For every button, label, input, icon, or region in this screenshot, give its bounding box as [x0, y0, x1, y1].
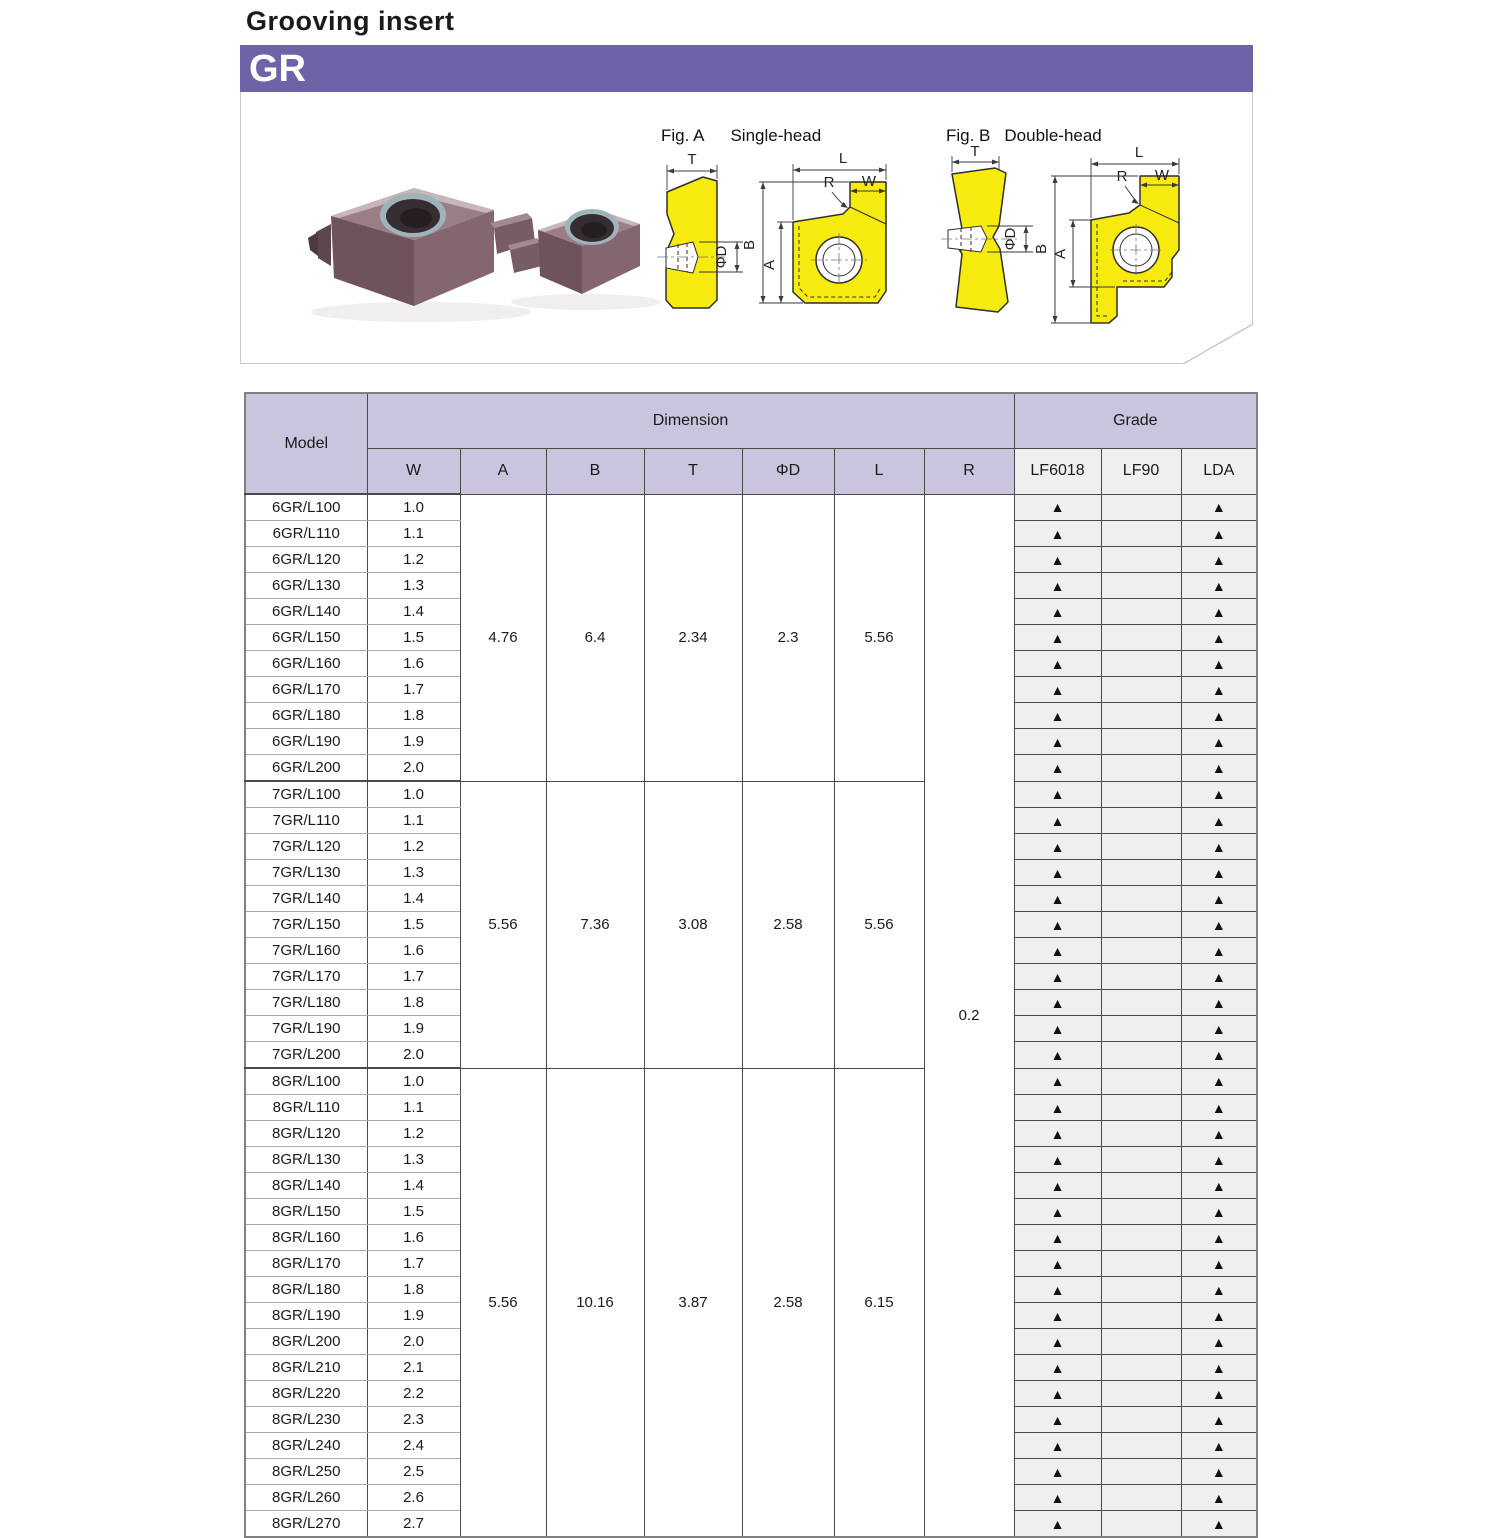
fig-b-dim-w: W [1154, 167, 1170, 184]
phid-dim-cell: 2.58 [742, 781, 834, 1068]
grade-mark-lf6018: ▲ [1014, 651, 1101, 677]
header-grade-lf6018: LF6018 [1014, 449, 1101, 495]
grade-mark-lda: ▲ [1181, 494, 1257, 521]
fig-a-side-view [657, 151, 743, 308]
w-value-cell: 2.0 [367, 1329, 460, 1355]
w-value-cell: 1.0 [367, 494, 460, 521]
grade-mark-lda: ▲ [1181, 1068, 1257, 1095]
w-value-cell: 1.3 [367, 1147, 460, 1173]
series-banner [240, 45, 1253, 92]
grade-mark-lf6018: ▲ [1014, 1173, 1101, 1199]
grade-mark-lf90 [1101, 1459, 1181, 1485]
grade-mark-lf90 [1101, 625, 1181, 651]
w-value-cell: 1.9 [367, 1016, 460, 1042]
grade-mark-lf90 [1101, 886, 1181, 912]
spec-table [244, 392, 1258, 1538]
grade-mark-lf6018: ▲ [1014, 599, 1101, 625]
grade-mark-lf6018: ▲ [1014, 729, 1101, 755]
model-cell: 6GR/L170 [245, 677, 367, 703]
grade-mark-lf6018: ▲ [1014, 1459, 1101, 1485]
header-dimension: Dimension [367, 393, 1014, 449]
grade-mark-lf6018: ▲ [1014, 1121, 1101, 1147]
model-cell: 8GR/L160 [245, 1225, 367, 1251]
grade-mark-lda: ▲ [1181, 573, 1257, 599]
fig-a-dim-b: B [741, 239, 758, 251]
grade-mark-lf90 [1101, 1068, 1181, 1095]
fig-b-front-view [1033, 144, 1179, 323]
grade-mark-lda: ▲ [1181, 677, 1257, 703]
grade-mark-lf6018: ▲ [1014, 912, 1101, 938]
model-cell: 8GR/L250 [245, 1459, 367, 1485]
grade-mark-lda: ▲ [1181, 1251, 1257, 1277]
fig-b-label: Fig. B [946, 126, 991, 145]
grade-mark-lf6018: ▲ [1014, 1095, 1101, 1121]
grade-mark-lf6018: ▲ [1014, 990, 1101, 1016]
grade-mark-lda: ▲ [1181, 1173, 1257, 1199]
model-cell: 8GR/L140 [245, 1173, 367, 1199]
grade-mark-lf90 [1101, 1511, 1181, 1538]
grade-mark-lda: ▲ [1181, 1095, 1257, 1121]
grade-mark-lf6018: ▲ [1014, 1225, 1101, 1251]
w-value-cell: 1.1 [367, 521, 460, 547]
table-row [245, 1068, 1257, 1095]
grade-mark-lf90 [1101, 834, 1181, 860]
header-dim-t: T [644, 449, 742, 495]
grade-mark-lf90 [1101, 808, 1181, 834]
grade-mark-lf6018: ▲ [1014, 1251, 1101, 1277]
grade-mark-lda: ▲ [1181, 1407, 1257, 1433]
w-value-cell: 1.2 [367, 547, 460, 573]
w-value-cell: 2.0 [367, 1042, 460, 1069]
grade-mark-lf90 [1101, 677, 1181, 703]
grade-mark-lda: ▲ [1181, 547, 1257, 573]
w-value-cell: 1.4 [367, 886, 460, 912]
grade-mark-lf90 [1101, 938, 1181, 964]
fig-a-dim-t: T [687, 151, 697, 168]
grade-mark-lf90 [1101, 521, 1181, 547]
model-cell: 7GR/L180 [245, 990, 367, 1016]
w-value-cell: 2.6 [367, 1485, 460, 1511]
a-dim-cell: 5.56 [460, 1068, 546, 1537]
grade-mark-lf90 [1101, 1251, 1181, 1277]
grade-mark-lf90 [1101, 781, 1181, 808]
model-cell: 8GR/L150 [245, 1199, 367, 1225]
w-value-cell: 1.8 [367, 1277, 460, 1303]
grade-mark-lda: ▲ [1181, 1199, 1257, 1225]
table-row [245, 494, 1257, 521]
t-dim-cell: 3.08 [644, 781, 742, 1068]
grade-mark-lda: ▲ [1181, 1329, 1257, 1355]
grade-mark-lf6018: ▲ [1014, 1329, 1101, 1355]
model-cell: 7GR/L100 [245, 781, 367, 808]
fig-b-name: Double-head [1004, 126, 1102, 145]
grade-mark-lf90 [1101, 860, 1181, 886]
grade-mark-lf90 [1101, 1042, 1181, 1069]
grade-mark-lda: ▲ [1181, 1277, 1257, 1303]
model-cell: 8GR/L270 [245, 1511, 367, 1538]
r-dim-cell: 0.2 [924, 494, 1014, 1537]
grade-mark-lda: ▲ [1181, 781, 1257, 808]
grade-mark-lf90 [1101, 964, 1181, 990]
grade-mark-lf6018: ▲ [1014, 1381, 1101, 1407]
model-cell: 8GR/L220 [245, 1381, 367, 1407]
corner-bevel [1183, 324, 1253, 364]
w-value-cell: 1.9 [367, 1303, 460, 1329]
model-cell: 7GR/L200 [245, 1042, 367, 1069]
fig-b-dim-t: T [970, 143, 980, 160]
grade-mark-lf6018: ▲ [1014, 1277, 1101, 1303]
grade-mark-lda: ▲ [1181, 834, 1257, 860]
grade-mark-lf6018: ▲ [1014, 703, 1101, 729]
grade-mark-lda: ▲ [1181, 1016, 1257, 1042]
grade-mark-lf6018: ▲ [1014, 521, 1101, 547]
model-cell: 8GR/L100 [245, 1068, 367, 1095]
grade-mark-lf90 [1101, 547, 1181, 573]
fig-b-dim-r: R [1116, 168, 1128, 185]
grade-mark-lda: ▲ [1181, 1433, 1257, 1459]
grade-mark-lf6018: ▲ [1014, 1407, 1101, 1433]
w-value-cell: 2.7 [367, 1511, 460, 1538]
illustration-panel [240, 92, 1253, 364]
grade-mark-lf6018: ▲ [1014, 547, 1101, 573]
t-dim-cell: 3.87 [644, 1068, 742, 1537]
header-dim-r: R [924, 449, 1014, 495]
fig-b-drawing [939, 144, 1199, 344]
grade-mark-lda: ▲ [1181, 1459, 1257, 1485]
grade-mark-lda: ▲ [1181, 912, 1257, 938]
grade-mark-lf90 [1101, 1173, 1181, 1199]
model-cell: 7GR/L110 [245, 808, 367, 834]
fig-b-caption [946, 126, 1102, 146]
grade-mark-lda: ▲ [1181, 625, 1257, 651]
grade-mark-lf90 [1101, 1095, 1181, 1121]
fig-a-dim-d: ΦD [713, 245, 730, 269]
grade-mark-lf90 [1101, 1199, 1181, 1225]
grade-mark-lf6018: ▲ [1014, 781, 1101, 808]
grade-mark-lf6018: ▲ [1014, 834, 1101, 860]
w-value-cell: 1.7 [367, 677, 460, 703]
fig-a-front-view [741, 150, 886, 303]
model-cell: 8GR/L230 [245, 1407, 367, 1433]
fig-a-name: Single-head [730, 126, 822, 145]
w-value-cell: 1.6 [367, 651, 460, 677]
header-grade: Grade [1014, 393, 1257, 449]
grade-mark-lda: ▲ [1181, 599, 1257, 625]
model-cell: 6GR/L200 [245, 755, 367, 782]
fig-a-dim-l: L [838, 150, 848, 167]
model-cell: 8GR/L260 [245, 1485, 367, 1511]
fig-a-dim-w: W [861, 173, 877, 190]
grade-mark-lda: ▲ [1181, 521, 1257, 547]
grade-mark-lf90 [1101, 1485, 1181, 1511]
grade-mark-lf90 [1101, 1277, 1181, 1303]
page-title: Grooving insert [246, 6, 455, 36]
model-cell: 7GR/L140 [245, 886, 367, 912]
b-dim-cell: 7.36 [546, 781, 644, 1068]
grade-mark-lda: ▲ [1181, 1225, 1257, 1251]
model-cell: 8GR/L130 [245, 1147, 367, 1173]
model-cell: 7GR/L170 [245, 964, 367, 990]
grade-mark-lf6018: ▲ [1014, 1511, 1101, 1538]
header-grade-lda: LDA [1181, 449, 1257, 495]
grade-mark-lf90 [1101, 729, 1181, 755]
grade-mark-lf90 [1101, 703, 1181, 729]
header-dim-d: ΦD [742, 449, 834, 495]
grade-mark-lda: ▲ [1181, 1303, 1257, 1329]
fig-b-dim-d: ΦD [1002, 227, 1019, 251]
grade-mark-lf90 [1101, 1147, 1181, 1173]
model-cell: 6GR/L150 [245, 625, 367, 651]
header-dim-a: A [460, 449, 546, 495]
grade-mark-lf6018: ▲ [1014, 677, 1101, 703]
fig-b-dim-l: L [1134, 144, 1144, 161]
model-cell: 8GR/L170 [245, 1251, 367, 1277]
grade-mark-lda: ▲ [1181, 860, 1257, 886]
w-value-cell: 1.1 [367, 1095, 460, 1121]
b-dim-cell: 10.16 [546, 1068, 644, 1537]
grade-mark-lda: ▲ [1181, 990, 1257, 1016]
grade-mark-lda: ▲ [1181, 808, 1257, 834]
grade-mark-lda: ▲ [1181, 964, 1257, 990]
grade-mark-lf90 [1101, 573, 1181, 599]
model-cell: 8GR/L120 [245, 1121, 367, 1147]
fig-a-caption [661, 126, 821, 146]
grade-mark-lf90 [1101, 1303, 1181, 1329]
model-cell: 6GR/L130 [245, 573, 367, 599]
w-value-cell: 2.2 [367, 1381, 460, 1407]
grade-mark-lf90 [1101, 1355, 1181, 1381]
w-value-cell: 1.8 [367, 703, 460, 729]
phid-dim-cell: 2.58 [742, 1068, 834, 1537]
grade-mark-lf6018: ▲ [1014, 1303, 1101, 1329]
table-row [245, 781, 1257, 808]
w-value-cell: 1.0 [367, 781, 460, 808]
w-value-cell: 1.2 [367, 1121, 460, 1147]
w-value-cell: 2.4 [367, 1433, 460, 1459]
model-cell: 6GR/L180 [245, 703, 367, 729]
grade-mark-lf6018: ▲ [1014, 1147, 1101, 1173]
w-value-cell: 1.5 [367, 1199, 460, 1225]
model-cell: 6GR/L100 [245, 494, 367, 521]
model-cell: 6GR/L120 [245, 547, 367, 573]
fig-a-drawing [653, 150, 903, 330]
grade-mark-lda: ▲ [1181, 729, 1257, 755]
grade-mark-lf6018: ▲ [1014, 1042, 1101, 1069]
grade-mark-lf90 [1101, 1381, 1181, 1407]
fig-a-label: Fig. A [661, 126, 705, 145]
grade-mark-lf6018: ▲ [1014, 860, 1101, 886]
w-value-cell: 1.0 [367, 1068, 460, 1095]
model-cell: 8GR/L200 [245, 1329, 367, 1355]
model-cell: 8GR/L110 [245, 1095, 367, 1121]
grade-mark-lf6018: ▲ [1014, 1068, 1101, 1095]
fig-a-dim-a: A [761, 259, 778, 271]
w-value-cell: 2.0 [367, 755, 460, 782]
grade-mark-lda: ▲ [1181, 938, 1257, 964]
series-code: GR [249, 47, 306, 90]
header-dim-b: B [546, 449, 644, 495]
header-dim-w: W [367, 449, 460, 495]
model-cell: 8GR/L210 [245, 1355, 367, 1381]
a-dim-cell: 4.76 [460, 494, 546, 781]
model-cell: 7GR/L160 [245, 938, 367, 964]
grade-mark-lf90 [1101, 912, 1181, 938]
t-dim-cell: 2.34 [644, 494, 742, 781]
w-value-cell: 1.4 [367, 1173, 460, 1199]
w-value-cell: 1.7 [367, 1251, 460, 1277]
grade-mark-lda: ▲ [1181, 1355, 1257, 1381]
grade-mark-lf6018: ▲ [1014, 964, 1101, 990]
w-value-cell: 1.2 [367, 834, 460, 860]
grade-mark-lf6018: ▲ [1014, 1016, 1101, 1042]
grade-mark-lf90 [1101, 494, 1181, 521]
grade-mark-lf90 [1101, 651, 1181, 677]
w-value-cell: 1.5 [367, 912, 460, 938]
model-cell: 7GR/L190 [245, 1016, 367, 1042]
model-cell: 7GR/L120 [245, 834, 367, 860]
grade-mark-lf90 [1101, 1016, 1181, 1042]
grade-mark-lda: ▲ [1181, 1042, 1257, 1069]
w-value-cell: 2.3 [367, 1407, 460, 1433]
model-cell: 6GR/L160 [245, 651, 367, 677]
l-dim-cell: 6.15 [834, 1068, 924, 1537]
grade-mark-lf6018: ▲ [1014, 573, 1101, 599]
w-value-cell: 1.4 [367, 599, 460, 625]
grade-mark-lda: ▲ [1181, 1121, 1257, 1147]
w-value-cell: 1.5 [367, 625, 460, 651]
grade-mark-lda: ▲ [1181, 1147, 1257, 1173]
grade-mark-lf90 [1101, 1121, 1181, 1147]
grade-mark-lf90 [1101, 1225, 1181, 1251]
phid-dim-cell: 2.3 [742, 494, 834, 781]
grade-mark-lf6018: ▲ [1014, 1485, 1101, 1511]
spec-table-header [245, 393, 1257, 494]
l-dim-cell: 5.56 [834, 494, 924, 781]
grade-mark-lf90 [1101, 1407, 1181, 1433]
model-cell: 8GR/L240 [245, 1433, 367, 1459]
grade-mark-lda: ▲ [1181, 1381, 1257, 1407]
model-cell: 8GR/L180 [245, 1277, 367, 1303]
grade-mark-lf6018: ▲ [1014, 938, 1101, 964]
grade-mark-lf90 [1101, 1329, 1181, 1355]
b-dim-cell: 6.4 [546, 494, 644, 781]
w-value-cell: 1.3 [367, 860, 460, 886]
w-value-cell: 1.8 [367, 990, 460, 1016]
grade-mark-lf90 [1101, 755, 1181, 782]
spec-table-body [245, 494, 1257, 1537]
grade-mark-lf90 [1101, 990, 1181, 1016]
insert-photo-left [308, 188, 535, 306]
grade-mark-lf90 [1101, 599, 1181, 625]
header-dim-l: L [834, 449, 924, 495]
grade-mark-lf6018: ▲ [1014, 1433, 1101, 1459]
grade-mark-lf6018: ▲ [1014, 1355, 1101, 1381]
model-cell: 8GR/L190 [245, 1303, 367, 1329]
grade-mark-lf6018: ▲ [1014, 755, 1101, 782]
w-value-cell: 1.6 [367, 938, 460, 964]
w-value-cell: 1.1 [367, 808, 460, 834]
a-dim-cell: 5.56 [460, 781, 546, 1068]
w-value-cell: 1.6 [367, 1225, 460, 1251]
grade-mark-lf6018: ▲ [1014, 886, 1101, 912]
grade-mark-lf90 [1101, 1433, 1181, 1459]
model-cell: 6GR/L190 [245, 729, 367, 755]
product-photo [286, 154, 666, 344]
grade-mark-lf6018: ▲ [1014, 625, 1101, 651]
grade-mark-lf6018: ▲ [1014, 808, 1101, 834]
l-dim-cell: 5.56 [834, 781, 924, 1068]
header-grade-lf90: LF90 [1101, 449, 1181, 495]
w-value-cell: 2.5 [367, 1459, 460, 1485]
grade-mark-lda: ▲ [1181, 703, 1257, 729]
grade-mark-lda: ▲ [1181, 1485, 1257, 1511]
w-value-cell: 1.3 [367, 573, 460, 599]
grade-mark-lda: ▲ [1181, 886, 1257, 912]
w-value-cell: 2.1 [367, 1355, 460, 1381]
w-value-cell: 1.7 [367, 964, 460, 990]
model-cell: 7GR/L150 [245, 912, 367, 938]
grade-mark-lf6018: ▲ [1014, 1199, 1101, 1225]
fig-b-dim-a: A [1052, 248, 1069, 260]
fig-a-dim-r: R [823, 174, 835, 191]
grade-mark-lf6018: ▲ [1014, 494, 1101, 521]
header-model: Model [245, 393, 367, 494]
grade-mark-lda: ▲ [1181, 755, 1257, 782]
w-value-cell: 1.9 [367, 729, 460, 755]
model-cell: 6GR/L110 [245, 521, 367, 547]
model-cell: 6GR/L140 [245, 599, 367, 625]
grade-mark-lda: ▲ [1181, 651, 1257, 677]
fig-b-side-view [941, 143, 1033, 312]
fig-b-dim-b: B [1033, 243, 1050, 255]
grade-mark-lda: ▲ [1181, 1511, 1257, 1538]
model-cell: 7GR/L130 [245, 860, 367, 886]
